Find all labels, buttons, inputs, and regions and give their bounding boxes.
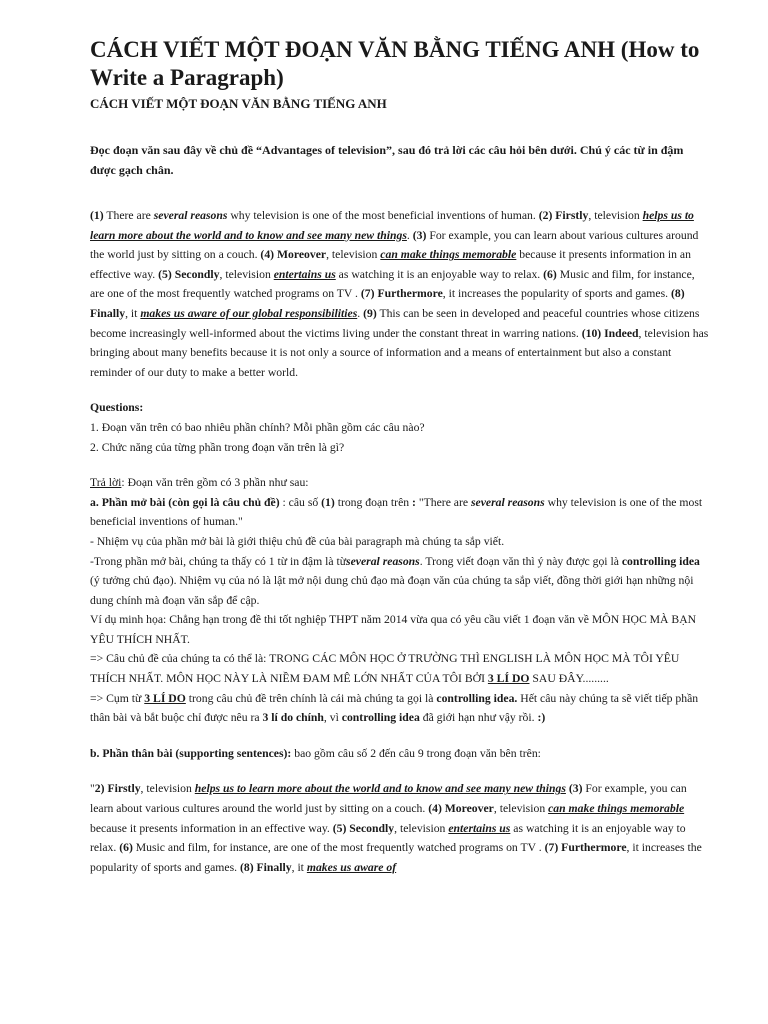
- keyword: several reasons: [471, 495, 545, 509]
- sentence-number: (8) Finally: [239, 860, 292, 874]
- question-2: 2. Chức năng của từng phần trong đoạn văn trên là gì?: [90, 440, 345, 454]
- keyword: makes us aware of our global responsibilities: [140, 306, 358, 320]
- sentence-number: (5) Secondly: [158, 267, 220, 281]
- question-1: 1. Đoạn văn trên có bao nhiêu phần chính? Mỗi phần gồm các câu nào?: [90, 420, 425, 434]
- sentence-number: (7) Furthermore: [360, 287, 443, 301]
- questions-heading: Questions:: [90, 401, 144, 415]
- sentence-number: (1): [90, 209, 104, 222]
- sentence-number: (10) Indeed: [581, 326, 639, 340]
- topic-sentence-example: => Câu chủ đề của chúng ta có thể là: TRONG CÁC MÔN HỌC Ở TRƯỜNG THÌ ENGLISH LÀ MÔN HỌC MÀ TÔI YÊU THÍCH NHẤT. MÔN HỌC NÀY LÀ NIỀM ĐAM MÊ LỚN NHẤT CỦA TÔI BỞI 3 LÍ DO SAU ĐÂY.........: [90, 652, 680, 686]
- answer-part-a: a. Phần mở bài (còn gọi là câu chủ đề) : câu số (1) trong đoạn trên : "There are several reasons why television is one of the most beneficial inventions of human.": [90, 495, 703, 529]
- quoted-body-sentences: "2) Firstly, television helps us to learn more about the world and to know and see many new things (3) For example, you can learn about various cultures around the world just by sitting on a couch. (4) Moreover, television can make things memorable because it presents information in an effective way. (5) Secondly, television entertains us as watching it is an enjoyable way to relax. (6) Music and film, for instance, are one of the most frequently watched programs on TV . (7) Furthermore, it increases the popularity of sports and games. (8) Finally, it makes us aware of: [90, 782, 702, 874]
- instruction-text: Đọc đoạn văn sau đây về chủ đề “Advantages of television”, sau đó trả lời các câu hỏi bên dưới. Chú ý các từ in đậm được gạch chân.: [90, 143, 684, 177]
- sentence-number: (2) Firstly: [538, 209, 589, 222]
- keyword: entertains us: [273, 267, 336, 281]
- sentence-number: (4) Moreover: [428, 802, 494, 816]
- keyword: makes us aware of: [306, 860, 397, 874]
- keyword: can make things memorable: [380, 248, 517, 262]
- keyword: helps us to learn more about the world and to know and see many new things: [90, 209, 694, 242]
- keyword: can make things memorable: [548, 802, 685, 816]
- sentence-number: (4) Moreover: [260, 248, 327, 262]
- answer-label: Trả lời: [90, 476, 122, 490]
- part-b-heading: b. Phần thân bài (supporting sentences):: [90, 746, 292, 760]
- sentence-number: (9): [363, 306, 377, 320]
- answer-part-b: b. Phần thân bài (supporting sentences): bao gồm câu số 2 đến câu 9 trong đoạn văn bên trên:: [90, 746, 541, 760]
- keyword: several reasons: [346, 554, 420, 568]
- sentence-number: (6): [119, 841, 133, 855]
- sentence-number: 2) Firstly: [94, 782, 141, 796]
- answer-intro: Trả lời: Đoạn văn trên gồm có 3 phần như sau:: [90, 476, 309, 490]
- keyword: entertains us: [448, 821, 511, 835]
- sample-paragraph: (1) There are several reasons why television is one of the most beneficial inventions of human. (2) Firstly, television helps us to learn more about the world and to know and see many new things. (3) For example, you can learn about various cultures around the world just by sitting on a couch. (4) Moreover, television can make things memorable because it presents information in an effective way. (5) Secondly, television entertains us as watching it is an enjoyable way to relax. (6) Music and film, for instance, are one of the most frequently watched programs on TV . (7) Furthermore, it increases the popularity of sports and games. (8) Finally, it makes us aware of our global responsibilities. (9) This can be seen in developed and peaceful countries whose citizens become increasingly well-informed about the victims living under the constant threat in warring nations. (10) Indeed, television has bringing about many benefits because it is not only a source of information and a means of entertainment but also a constant reminder of our duty to make a better world.: [90, 209, 709, 379]
- sentence-number: (5) Secondly: [332, 821, 395, 835]
- controlling-idea-note: => Cụm từ 3 LÍ DO trong câu chủ đề trên chính là cái mà chúng ta gọi là controlling idea. Hết câu này chúng ta sẽ viết tiếp phần thân bài và bắt buộc chỉ được nêu ra 3 lí do chính, vì controlling idea đã giới hạn như vậy rồi. :): [90, 691, 699, 725]
- sentence-number: (7) Furthermore: [544, 841, 627, 855]
- sentence-number: (6): [543, 267, 557, 281]
- part-a-note-1: - Nhiệm vụ của phần mở bài là giới thiệu chủ đề của bài paragraph mà chúng ta sắp viết.: [90, 534, 505, 548]
- example-text: Ví dụ minh họa: Chẳng hạn trong đề thi tốt nghiệp THPT năm 2014 vừa qua có yêu cầu viết 1 đoạn văn về MÔN HỌC MÀ BẠN YÊU THÍCH NHẤT.: [90, 613, 697, 646]
- sentence-number: (3): [568, 782, 583, 796]
- sentence-number: (8) Finally: [90, 287, 685, 320]
- page-title: CÁCH VIẾT MỘT ĐOẠN VĂN BẰNG TIẾNG ANH (How to Write a Paragraph): [90, 37, 700, 90]
- part-a-heading: a. Phần mở bài (còn gọi là câu chủ đề): [90, 495, 280, 509]
- page-subtitle: CÁCH VIẾT MỘT ĐOẠN VĂN BẰNG TIẾNG ANH: [90, 96, 387, 111]
- keyword: helps us to learn more about the world and to know and see many new things: [194, 782, 566, 796]
- keyword: several reasons: [153, 209, 228, 222]
- sentence-number: (3): [412, 228, 427, 242]
- part-a-note-2: -Trong phần mở bài, chúng ta thấy có 1 từ in đậm là từseveral reasons. Trong viết đoạn văn thì ý này được gọi là controlling idea (ý tưởng chủ đạo). Nhiệm vụ của nó là lật mở nội dung chủ đạo mà đoạn văn của chúng ta sắp viết, đồng thời giới hạn những nội dung chính mà đoạn văn sắp để cập.: [90, 554, 700, 607]
